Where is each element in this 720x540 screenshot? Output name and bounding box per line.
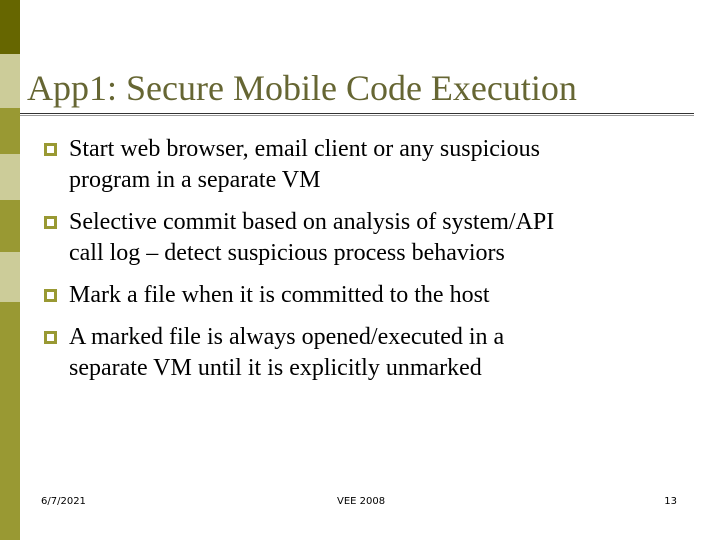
- bullet-list: [44, 134, 674, 395]
- hollow-square-bullet-icon: [44, 216, 57, 229]
- hollow-square-bullet-icon: [44, 331, 57, 344]
- bullet-text-line: call log – detect suspicious process behaviors: [69, 240, 505, 266]
- bullet-text-line: Selective commit based on analysis of system/API: [69, 209, 555, 235]
- bullet-text-line: Start web browser, email client or any suspicious: [69, 136, 540, 162]
- bullet-text-line: Mark a file when it is committed to the host: [69, 282, 490, 308]
- title-divider: [20, 113, 694, 114]
- sidebar-stripe: [0, 0, 20, 540]
- sidebar-segment: [0, 108, 20, 154]
- sidebar-segment: [0, 154, 20, 200]
- title-divider-shadow: [20, 115, 694, 116]
- bullet-item: [44, 322, 674, 384]
- footer-date: 6/7/2021: [41, 496, 86, 507]
- page-number: 13: [664, 496, 677, 507]
- bullet-text-line: separate VM until it is explicitly unmarked: [69, 355, 482, 381]
- hollow-square-bullet-icon: [44, 289, 57, 302]
- slide-title: App1: Secure Mobile Code Execution: [27, 68, 577, 108]
- sidebar-segment: [0, 200, 20, 252]
- bullet-text-line: program in a separate VM: [69, 167, 321, 193]
- bullet-item: [44, 280, 674, 311]
- sidebar-segment: [0, 54, 20, 108]
- footer-center-text: VEE 2008: [337, 496, 386, 507]
- bullet-item: [44, 207, 674, 269]
- bullet-item: [44, 134, 674, 196]
- hollow-square-bullet-icon: [44, 143, 57, 156]
- sidebar-segment: [0, 0, 20, 54]
- sidebar-segment: [0, 302, 20, 540]
- sidebar-segment: [0, 252, 20, 302]
- bullet-text-line: A marked file is always opened/executed in a: [69, 324, 505, 350]
